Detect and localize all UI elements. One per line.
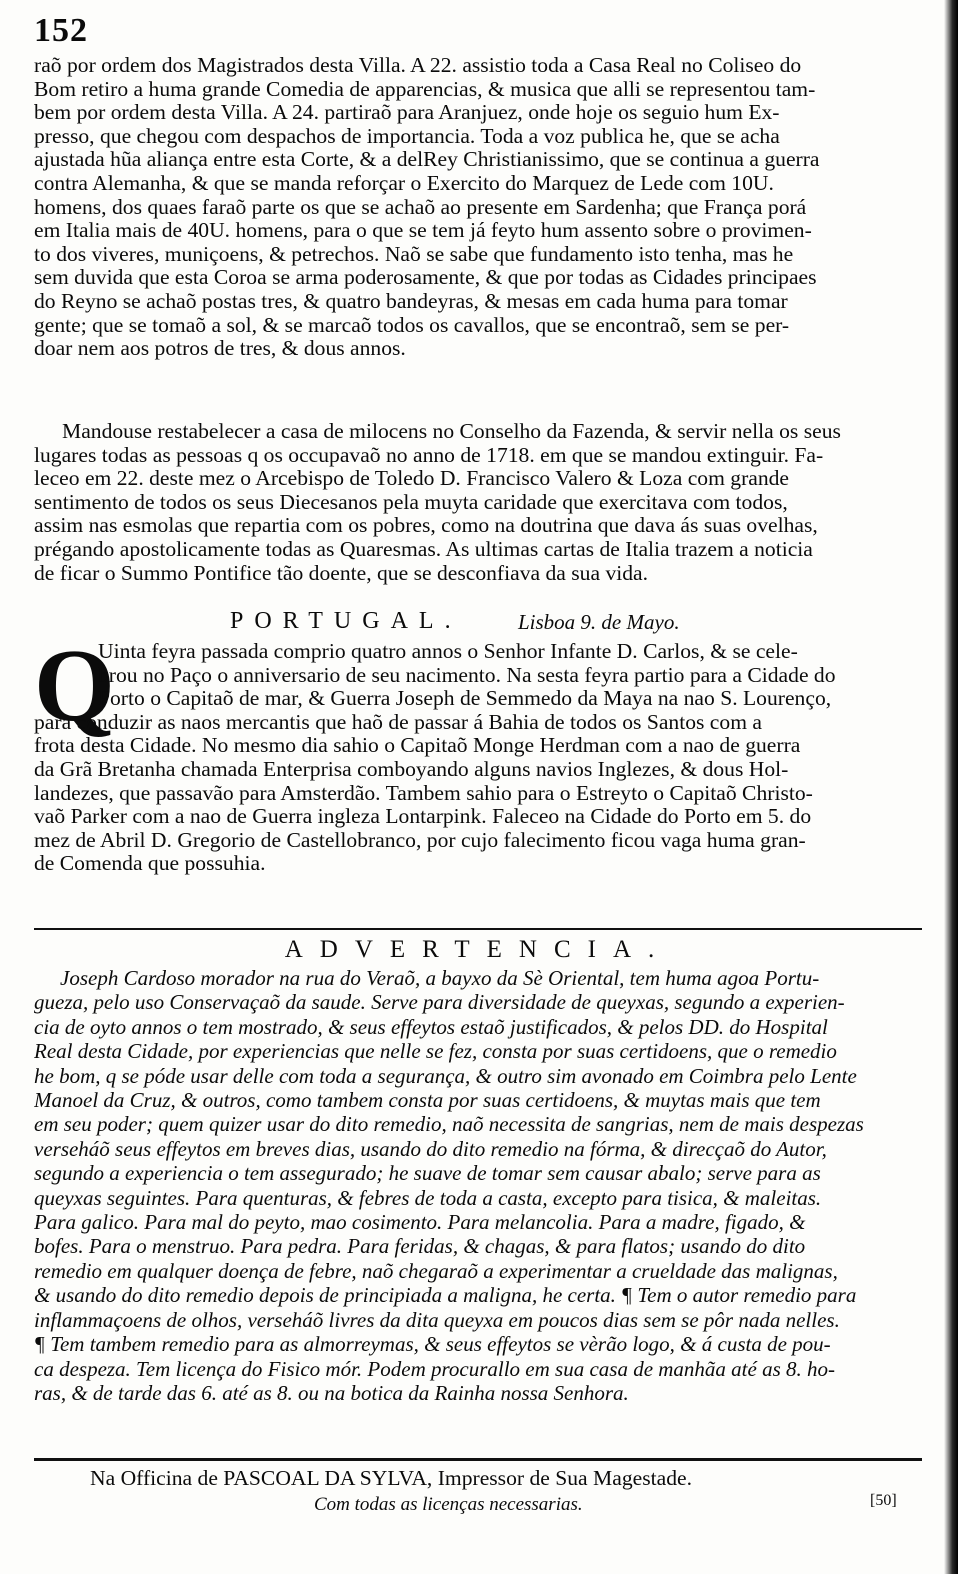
news-paragraph — [34, 54, 922, 361]
text-line: mez de Abril D. Gregorio de Castellobranco, por cujo falecimento ficou vaga huma gran- — [34, 828, 806, 852]
text-line: sentimento de todos os seus Diecesanos pela muyta caridade que exercitava com todos, — [34, 490, 788, 514]
drop-cap: Q — [34, 628, 115, 743]
text-line: cia de oyto annos o tem mostrado, & seus effeytos estaõ justificados, & pelos DD. do Hospital — [34, 1014, 828, 1039]
text-line: Para galico. Para mal do peyto, mao cosimento. Para melancolia. Para a madre, figado, & — [34, 1210, 806, 1235]
portugal-heading — [34, 608, 922, 636]
text-line: gueza, pelo uso Conservaçaõ da saude. Serve para diversidade de queyxas, segundo a experien- — [34, 990, 845, 1015]
text-line: ca despeza. Tem licença do Fisico mór. Podem procurallo em sua casa de manhãa até as 8. ho- — [34, 1356, 836, 1381]
dateline: Lisboa 9. de Mayo. — [518, 610, 680, 634]
text-line: to dos viveres, muniçoens, & petrechos. Naõ se sabe que fundamento isto tenha, mas he — [34, 242, 794, 266]
text-line: vaõ Parker com a nao de Guerra ingleza Lontarpink. Faleceo na Cidade do Porto em 5. do — [34, 805, 812, 829]
advertencia-paragraph — [34, 966, 922, 1405]
text-line: brou no Paço o anniversario de seu nacimento. Na sesta feyra partio para a Cidade do — [98, 663, 836, 687]
text-line: em seu poder; quem quizer usar do dito remedio, naõ necessita de sangrias, nem de mais despezas — [34, 1112, 864, 1137]
text-line: Joseph Cardoso morador na rua do Veraõ, a bayxo da Sè Oriental, tem huma agoa Portu- — [60, 966, 820, 990]
advertencia-title: ADVERTENCIA. — [284, 936, 672, 963]
text-line: lugares todas as pessoas q os occupavaõ no anno de 1718. em que se mandou extinguir. Fa- — [34, 443, 824, 467]
text-line: presso, que chegou com despachos de importancia. Toda a voz publica he, que se acha — [34, 124, 780, 148]
text-line: ras, & de tarde das 6. até as 8. ou na botica da Rainha nossa Senhora. — [34, 1380, 629, 1405]
text-line: ¶ Tem tambem remedio para as almorreymas, & seus effeytos se vèrão logo, & á custa de pou- — [34, 1332, 831, 1357]
section-title: PORTUGAL. — [230, 608, 462, 634]
text-line: landezes, que passavão para Amsterdão. Tambem sahio para o Estreyto o Capitaõ Christo- — [34, 781, 813, 805]
printer-line: Na Officina de PASCOAL DA SYLVA, Impressor de Sua Magestade. — [90, 1466, 692, 1490]
text-line: Bom retiro a huma grande Comedia de apparencias, & musica que alli se representou tam- — [34, 77, 816, 101]
text-line: bem por ordem desta Villa. A 24. partiraõ para Aranjuez, onde hoje os seguio hum Ex- — [34, 101, 780, 125]
text-line: prégando apostolicamente todas as Quaresmas. As ultimas cartas de Italia trazem a noticia — [34, 537, 813, 561]
licence-line: Com todas as licenças necessarias. — [314, 1494, 583, 1515]
text-line: remedio em qualquer doença de febre, naõ chegaraõ a experimentar a crueldade das malignas, — [34, 1258, 838, 1283]
text-line: queyxas seguintes. Para quenturas, & febres de toda a casta, excepto para tisica, & maleitas. — [34, 1185, 822, 1210]
text-line: contra Alemanha, & que se manda reforçar o Exercito do Marquez de Lede com 10U. — [34, 171, 774, 195]
text-line: da Grã Bretanha chamada Enterprisa comboyando alguns navios Inglezes, & dous Hol- — [34, 757, 789, 781]
text-line: sem duvida que esta Coroa se arma poderosamente, & que por todas as Cidades principaes — [34, 266, 817, 290]
portugal-paragraph — [34, 628, 922, 876]
signature-mark: [50] — [870, 1492, 897, 1509]
text-line: em Italia mais de 40U. homens, para o que se tem já feyto hum assento sobre o provimen- — [34, 219, 812, 243]
section-divider — [34, 928, 922, 930]
text-line: verseháõ seus effeytos em breves dias, usando do dito remedio na fórma, & direcçaõ do Autor, — [34, 1136, 827, 1161]
text-line: frota desta Cidade. No mesmo dia sahio o Capitaõ Monge Herdman com a nao de guerra — [34, 734, 801, 758]
text-line: inflammaçoens de olhos, verseháõ livres da dita queyxa em poucos dias sem se pôr nada nelles. — [34, 1307, 840, 1332]
text-line: he bom, q se póde usar delle com toda a segurança, & outro sim avonado em Coimbra pelo Lente — [34, 1063, 857, 1088]
text-line: Uinta feyra passada comprio quatro annos o Senhor Infante D. Carlos, & se cele- — [98, 640, 798, 663]
text-line: Mandouse restabelecer a casa de milocens no Conselho da Fazenda, & servir nella os seus — [62, 420, 841, 443]
text-line: para conduzir as naos mercantis que haõ de passar á Bahia de todos os Santos com a — [34, 710, 762, 734]
text-line: & usando do dito remedio depois de principiada a maligna, he certa. ¶ Tem o autor remedio para — [34, 1283, 857, 1308]
text-line: Manoel da Cruz, & outros, como tambem consta por suas certidoens, & muytas mais que tem — [34, 1088, 821, 1113]
text-line: bofes. Para o menstruo. Para pedra. Para feridas, & chagas, & para flatos; usando do dito — [34, 1234, 806, 1259]
text-line: de ficar o Summo Pontifice tão doente, que se desconfiava da sua vida. — [34, 561, 649, 585]
text-line: assim nas esmolas que repartia com os pobres, como na doutrina que dava ás suas ovelhas, — [34, 514, 818, 538]
page-binding-edge — [944, 0, 958, 1574]
mandou-paragraph — [34, 420, 922, 585]
imprint-divider — [34, 1458, 922, 1461]
text-line: ajustada hũa aliança entre esta Corte, & a delRey Christianissimo, que se continua a guerra — [34, 148, 820, 172]
text-line: Real desta Cidade, por experiencias que nelle se fez, consta por suas certidoens, que o remedio — [34, 1039, 837, 1064]
text-line: segundo a experiencia o tem assegurado; he suave de tomar sem causar abalo; serve para as — [34, 1161, 821, 1186]
text-line: homens, dos quaes faraõ parte os que se achaõ ao presente em Sardenha; que França porá — [34, 195, 807, 219]
text-line: do Reyno se achaõ postas tres, & quatro bandeyras, & mesas em cada huma para tomar — [34, 289, 788, 313]
text-line: raõ por ordem dos Magistrados desta Villa. A 22. assistio toda a Casa Real no Coliseo do — [34, 54, 802, 77]
text-line: gente; que se tomaõ a sol, & se marcaõ todos os cavallos, que se encontraõ, sem se per- — [34, 313, 790, 337]
text-line: doar nem aos potros de tres, & dous annos. — [34, 337, 406, 361]
text-line: Porto o Capitaõ de mar, & Guerra Joseph de Semmedo da Maya na nao S. Lourenço, — [98, 687, 832, 711]
page-number: 152 — [34, 12, 88, 49]
text-line: de Comenda que possuhia. — [34, 852, 266, 876]
text-line: leceo em 22. deste mez o Arcebispo de Toledo D. Francisco Valero & Loza com grande — [34, 467, 790, 491]
